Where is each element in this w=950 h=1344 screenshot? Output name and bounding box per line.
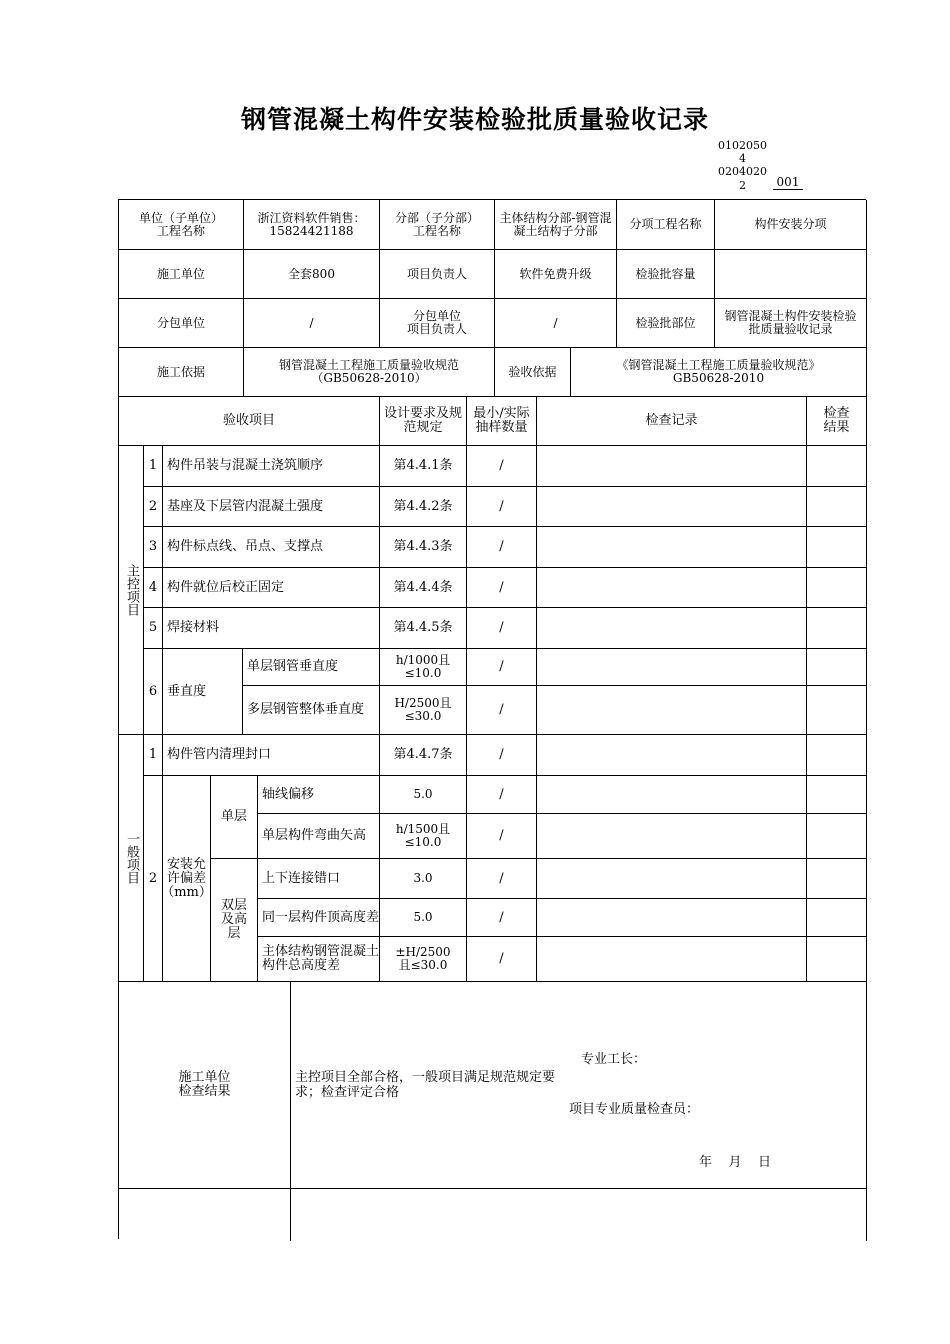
main-item-spec: 第4.4.5条 xyxy=(380,608,467,649)
verticality-row-2-record xyxy=(537,686,807,735)
deviation-row-name: 轴线偏移 xyxy=(258,776,380,814)
verticality-name: 垂直度 xyxy=(163,649,243,735)
main-item-record xyxy=(537,446,807,487)
check-label-cell xyxy=(119,982,291,1189)
deviation-row-sample: / xyxy=(467,899,537,937)
division-label: 分部（子分部） xyxy=(394,210,479,225)
subitem-label: 分项工程名称 xyxy=(617,200,715,250)
pm-label: 项目负责人 xyxy=(380,250,495,299)
division-label-2: 工程名称 xyxy=(412,223,461,238)
main-item-sample: / xyxy=(467,446,537,487)
deviation-row-record xyxy=(537,814,807,859)
unit-value-2: 15824421188 xyxy=(269,223,354,238)
main-item-name: 焊接材料 xyxy=(163,608,380,649)
main-item-name: 构件标点线、吊点、支撑点 xyxy=(163,527,380,568)
col-record: 检查记录 xyxy=(537,397,807,446)
deviation-row-result xyxy=(807,899,867,937)
deviation-row-sample: / xyxy=(467,814,537,859)
sub-pm-label-cell xyxy=(380,299,495,348)
foreman-label: 专业工长： xyxy=(581,1052,647,1067)
accept-value-2: GB50628-2010 xyxy=(672,371,765,385)
main-item-sample: / xyxy=(467,608,537,649)
col-design: 设计要求及规范规定 xyxy=(380,397,467,446)
serial-number: 001 xyxy=(773,175,803,190)
unit-label-2: 工程名称 xyxy=(156,223,205,238)
accept-value: 《钢管混凝土工程施工质量验收规范》 xyxy=(616,358,821,372)
deviation-row-result xyxy=(807,937,867,982)
deviation-row-spec: 5.0 xyxy=(380,899,467,937)
general-item-1-spec: 第4.4.7条 xyxy=(380,735,467,776)
main-item-spec: 第4.4.4条 xyxy=(380,568,467,608)
sub-label: 分包单位 xyxy=(119,299,244,348)
accept-label: 验收依据 xyxy=(495,348,571,397)
check-conclusion: 主控项目全部合格，一般项目满足规范规定要求；检查评定合格 xyxy=(295,1070,556,1100)
deviation-row-spec: 3.0 xyxy=(380,859,467,899)
sub-pm-label: 分包单位 xyxy=(412,309,461,323)
verticality-row-2-spec: H/2500且≤30.0 xyxy=(380,686,467,735)
main-group-label: 主控项目 xyxy=(119,446,144,735)
main-item-spec: 第4.4.3条 xyxy=(380,527,467,568)
verticality-row-2-name: 多层钢管整体垂直度 xyxy=(243,686,380,735)
basis-value-2: （GB50628-2010） xyxy=(311,371,427,385)
sub-pm-label-2: 项目负责人 xyxy=(406,322,467,336)
deviation-row-spec: ±H/2500且≤30.0 xyxy=(380,937,467,982)
general-item-1-name: 构件管内清理封口 xyxy=(163,735,380,776)
general-item-1-sample: / xyxy=(467,735,537,776)
capacity-value xyxy=(715,250,867,299)
code-2b: 2 xyxy=(739,179,746,192)
deviation-row-sample: / xyxy=(467,937,537,982)
verticality-row-2-sample: / xyxy=(467,686,537,735)
col-item: 验收项目 xyxy=(119,397,380,446)
main-item-no: 2 xyxy=(144,487,163,527)
deviation-row-record xyxy=(537,859,807,899)
verticality-row-1-spec: h/1000且≤10.0 xyxy=(380,649,467,686)
main-item-result xyxy=(807,527,867,568)
deviation-name: 安装允许偏差（mm） xyxy=(163,776,211,982)
division-value: 主体结构分部-钢管混凝土结构子分部 xyxy=(495,200,617,250)
main-item-result xyxy=(807,568,867,608)
basis-label: 施工依据 xyxy=(119,348,244,397)
page-title: 钢管混凝土构件安装检验批质量验收记录 xyxy=(240,105,709,134)
main-item-name: 基座及下层管内混凝土强度 xyxy=(163,487,380,527)
check-label-2: 检查结果 xyxy=(178,1084,231,1099)
sub-pm-value: / xyxy=(495,299,617,348)
deviation-row-result xyxy=(807,859,867,899)
deviation-row-result xyxy=(807,814,867,859)
main-item-record xyxy=(537,608,807,649)
basis-value: 钢管混凝土工程施工质量验收规范 xyxy=(278,358,459,372)
main-item-record xyxy=(537,568,807,608)
inspector-label: 项目专业质量检查员： xyxy=(569,1102,700,1117)
deviation-row-record xyxy=(537,937,807,982)
main-item-record xyxy=(537,527,807,568)
pm-value: 软件免费升级 xyxy=(495,250,617,299)
deviation-row-result xyxy=(807,776,867,814)
basis-value-cell xyxy=(244,348,495,397)
unit-value-cell xyxy=(244,200,380,250)
deviation-row-sample: / xyxy=(467,776,537,814)
inspection-table xyxy=(118,199,866,1239)
code-1: 0102050 xyxy=(718,139,767,152)
main-item-result xyxy=(807,608,867,649)
unit-label: 单位（子单位） xyxy=(138,210,223,225)
deviation-row-record xyxy=(537,899,807,937)
general-item-1-no: 1 xyxy=(144,735,163,776)
main-item-sample: / xyxy=(467,568,537,608)
supervision-content-cell xyxy=(291,1189,867,1241)
verticality-row-1-result xyxy=(807,649,867,686)
main-item-name: 构件就位后校正固定 xyxy=(163,568,380,608)
main-item-result xyxy=(807,487,867,527)
col-result: 检查结果 xyxy=(807,397,867,446)
general-item-1-result xyxy=(807,735,867,776)
verticality-row-1-name: 单层钢管垂直度 xyxy=(243,649,380,686)
main-item-no: 4 xyxy=(144,568,163,608)
deviation-row-name: 主体结构钢管混凝土构件总高度差 xyxy=(258,937,380,982)
accept-value-cell xyxy=(571,348,867,397)
deviation-row-sample: / xyxy=(467,859,537,899)
check-label: 施工单位 xyxy=(178,1070,231,1085)
verticality-row-1-sample: / xyxy=(467,649,537,686)
sub-value: / xyxy=(244,299,380,348)
part-value: 钢管混凝土构件安装检验批质量验收记录 xyxy=(715,299,867,348)
subitem-value: 构件安装分项 xyxy=(715,200,867,250)
unit-value: 浙江资料软件销售： xyxy=(257,210,366,225)
code-2: 0204020 xyxy=(718,165,767,178)
unit-label-cell xyxy=(119,200,244,250)
deviation-row-spec: 5.0 xyxy=(380,776,467,814)
deviation-single-label: 单层 xyxy=(211,776,258,859)
division-label-cell xyxy=(380,200,495,250)
main-item-no: 3 xyxy=(144,527,163,568)
deviation-row-record xyxy=(537,776,807,814)
deviation-row-name: 单层构件弯曲矢高 xyxy=(258,814,380,859)
deviation-multi-label: 双层及高层 xyxy=(211,859,258,982)
verticality-row-1-record xyxy=(537,649,807,686)
main-item-spec: 第4.4.2条 xyxy=(380,487,467,527)
main-item-result xyxy=(807,446,867,487)
main-item-no: 1 xyxy=(144,446,163,487)
main-item-name: 构件吊装与混凝土浇筑顺序 xyxy=(163,446,380,487)
code-1b: 4 xyxy=(739,152,746,165)
deviation-row-name: 同一层构件顶高度差 xyxy=(258,899,380,937)
deviation-row-spec: h/1500且≤10.0 xyxy=(380,814,467,859)
general-group-label: 一般项目 xyxy=(119,735,144,982)
contractor-label: 施工单位 xyxy=(119,250,244,299)
main-item-spec: 第4.4.1条 xyxy=(380,446,467,487)
main-item-sample: / xyxy=(467,487,537,527)
main-item-record xyxy=(537,487,807,527)
contractor-value: 全套800 xyxy=(244,250,380,299)
general-item-1-record xyxy=(537,735,807,776)
main-item-no: 5 xyxy=(144,608,163,649)
capacity-label: 检验批容量 xyxy=(617,250,715,299)
col-sample: 最小/实际抽样数量 xyxy=(467,397,537,446)
deviation-row-name: 上下连接错口 xyxy=(258,859,380,899)
check-date: 年 月 日 xyxy=(699,1155,772,1170)
deviation-no: 2 xyxy=(144,776,163,982)
main-item-sample: / xyxy=(467,527,537,568)
part-label: 检验批部位 xyxy=(617,299,715,348)
supervision-label-cell xyxy=(119,1189,291,1241)
verticality-row-2-result xyxy=(807,686,867,735)
verticality-no: 6 xyxy=(144,649,163,735)
